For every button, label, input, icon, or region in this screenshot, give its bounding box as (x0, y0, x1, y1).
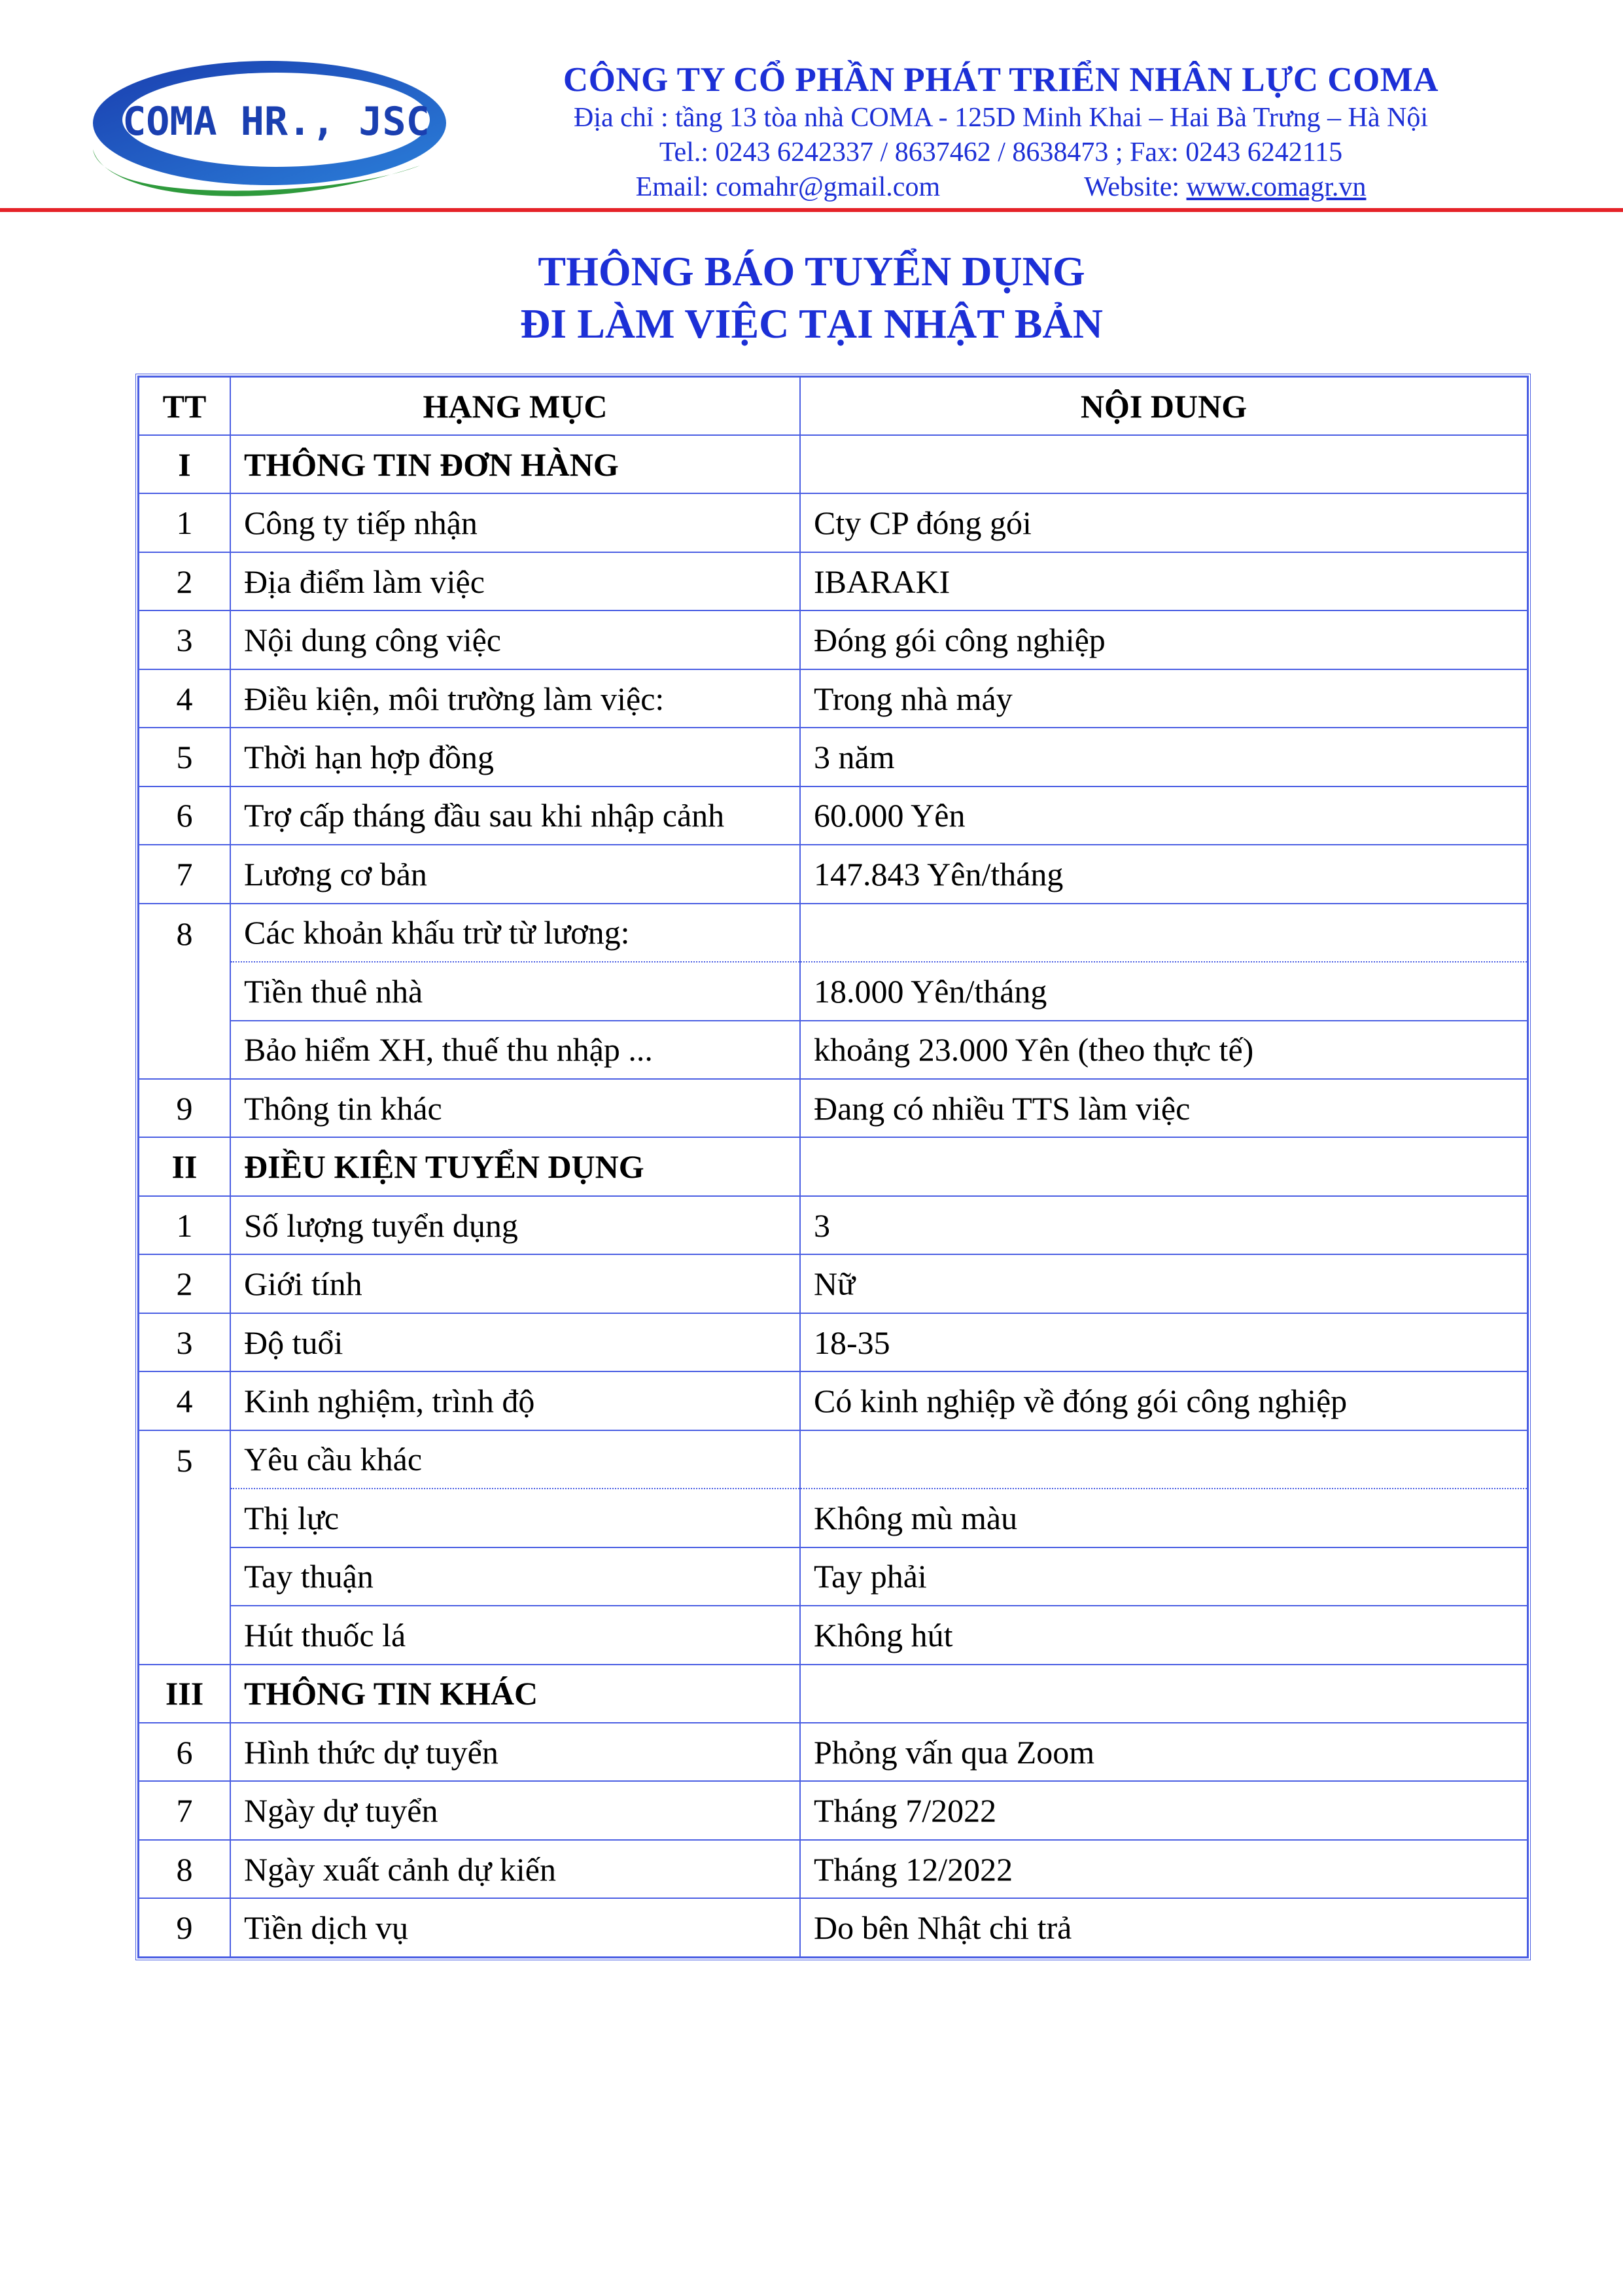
row-number: 3 (139, 1313, 230, 1371)
table-row (139, 1313, 1527, 1371)
table-row (139, 1254, 1527, 1313)
row-value: 18-35 (800, 1313, 1527, 1371)
table-row (139, 1781, 1527, 1839)
row-value: Tháng 12/2022 (800, 1840, 1527, 1898)
company-phone: Tel.: 0243 6242337 / 8637462 / 8638473 ; Fax: 0243 6242115 (659, 137, 1343, 168)
row-value (800, 1430, 1527, 1489)
table-row (139, 1371, 1527, 1430)
website-link[interactable]: www.comagr.vn (1186, 172, 1367, 202)
table-body (139, 435, 1527, 1957)
document-title (0, 245, 1623, 350)
row-number: 1 (139, 493, 230, 552)
subrow-value: Tay phải (800, 1547, 1527, 1606)
row-value: IBARAKI (800, 552, 1527, 610)
table-row (139, 1723, 1527, 1781)
header-divider (0, 208, 1623, 212)
row-item: Giới tính (230, 1254, 800, 1313)
section-row (139, 435, 1527, 493)
company-address: Địa chỉ : tầng 13 tòa nhà COMA - 125D Minh Khai – Hai Bà Trưng – Hà Nội (574, 103, 1428, 133)
section-title: THÔNG TIN KHÁC (230, 1665, 800, 1723)
row-value: Đóng gói công nghiệp (800, 610, 1527, 669)
section-title: ĐIỀU KIỆN TUYỂN DỤNG (230, 1137, 800, 1195)
row-value: 147.843 Yên/tháng (800, 845, 1527, 903)
subrow-value: Không hút (800, 1606, 1527, 1664)
row-value: Nữ (800, 1254, 1527, 1313)
subrow-item: Thị lực (230, 1489, 800, 1547)
table-row (139, 493, 1527, 552)
table-row (139, 1079, 1527, 1137)
row-value: Cty CP đóng gói (800, 493, 1527, 552)
table-row (139, 1430, 1527, 1489)
table-row (139, 728, 1527, 786)
row-value: Đang có nhiều TTS làm việc (800, 1079, 1527, 1137)
row-number: 6 (139, 1723, 230, 1781)
row-item: Yêu cầu khác (230, 1430, 800, 1489)
row-item: Ngày xuất cảnh dự kiến (230, 1840, 800, 1898)
table-row (139, 669, 1527, 728)
subrow-value: khoảng 23.000 Yên (theo thực tế) (800, 1021, 1527, 1079)
row-number: 6 (139, 786, 230, 845)
company-logo (80, 51, 461, 203)
header-item: HẠNG MỤC (230, 377, 800, 435)
row-item: Kinh nghiệm, trình độ (230, 1371, 800, 1430)
row-item: Ngày dự tuyển (230, 1781, 800, 1839)
row-number: 2 (139, 552, 230, 610)
section-row (139, 1137, 1527, 1195)
row-number: 7 (139, 845, 230, 903)
row-value (800, 904, 1527, 962)
section-empty-cell (800, 1137, 1527, 1195)
row-number: 8 (139, 904, 230, 1079)
row-item: Các khoản khấu trừ từ lương: (230, 904, 800, 962)
row-item: Thời hạn hợp đồng (230, 728, 800, 786)
section-number: I (139, 435, 230, 493)
row-value: 3 (800, 1196, 1527, 1254)
row-number: 5 (139, 1430, 230, 1665)
company-name: CÔNG TY CỔ PHẦN PHÁT TRIỂN NHÂN LỰC COMA (563, 61, 1439, 99)
table-row (139, 1840, 1527, 1898)
row-value: Tháng 7/2022 (800, 1781, 1527, 1839)
subrow-item: Tay thuận (230, 1547, 800, 1606)
row-item: Nội dung công việc (230, 610, 800, 669)
subrow-item: Bảo hiểm XH, thuế thu nhập ... (230, 1021, 800, 1079)
row-value: 60.000 Yên (800, 786, 1527, 845)
table-subrow (139, 1547, 1527, 1606)
logo-text: COMA HR., JSC (122, 99, 430, 145)
row-item: Độ tuổi (230, 1313, 800, 1371)
company-website (1084, 170, 1366, 205)
section-row (139, 1665, 1527, 1723)
table-row (139, 1898, 1527, 1957)
recruitment-table (135, 374, 1531, 1960)
table-row (139, 786, 1527, 845)
title-line-1: THÔNG BÁO TUYỂN DỤNG (538, 248, 1085, 294)
section-empty-cell (800, 1665, 1527, 1723)
row-item: Hình thức dự tuyển (230, 1723, 800, 1781)
table-subrow (139, 1489, 1527, 1547)
table-row (139, 1196, 1527, 1254)
row-value: Có kinh nghiệp về đóng gói công nghiệp (800, 1371, 1527, 1430)
row-item: Công ty tiếp nhận (230, 493, 800, 552)
row-number: 9 (139, 1898, 230, 1957)
row-number: 4 (139, 1371, 230, 1430)
header-tt: TT (139, 377, 230, 435)
subrow-value: Không mù màu (800, 1489, 1527, 1547)
table-header-row (139, 377, 1527, 435)
row-number: 5 (139, 728, 230, 786)
table-row (139, 610, 1527, 669)
row-number: 2 (139, 1254, 230, 1313)
section-title: THÔNG TIN ĐƠN HÀNG (230, 435, 800, 493)
company-email: Email: comahr@gmail.com (635, 172, 941, 202)
row-item: Địa điểm làm việc (230, 552, 800, 610)
row-number: 1 (139, 1196, 230, 1254)
header-content: NỘI DUNG (800, 377, 1527, 435)
table-row (139, 552, 1527, 610)
row-item: Tiền dịch vụ (230, 1898, 800, 1957)
row-number: 7 (139, 1781, 230, 1839)
row-value: Trong nhà máy (800, 669, 1527, 728)
subrow-value: 18.000 Yên/tháng (800, 962, 1527, 1020)
table-subrow (139, 962, 1527, 1020)
row-item: Điều kiện, môi trường làm việc: (230, 669, 800, 728)
row-value: 3 năm (800, 728, 1527, 786)
title-line-2: ĐI LÀM VIỆC TẠI NHẬT BẢN (520, 300, 1103, 347)
subrow-item: Tiền thuê nhà (230, 962, 800, 1020)
company-info (478, 59, 1524, 205)
section-number: II (139, 1137, 230, 1195)
company-contact (478, 170, 1524, 205)
row-item: Trợ cấp tháng đầu sau khi nhập cảnh (230, 786, 800, 845)
section-empty-cell (800, 435, 1527, 493)
table-subrow (139, 1021, 1527, 1079)
table-row (139, 845, 1527, 903)
row-number: 8 (139, 1840, 230, 1898)
row-value: Phỏng vấn qua Zoom (800, 1723, 1527, 1781)
row-number: 4 (139, 669, 230, 728)
row-number: 9 (139, 1079, 230, 1137)
table-subrow (139, 1606, 1527, 1664)
row-item: Thông tin khác (230, 1079, 800, 1137)
row-value: Do bên Nhật chi trả (800, 1898, 1527, 1957)
subrow-item: Hút thuốc lá (230, 1606, 800, 1664)
row-number: 3 (139, 610, 230, 669)
website-label: Website: (1084, 172, 1187, 202)
section-number: III (139, 1665, 230, 1723)
table-row (139, 904, 1527, 962)
row-item: Lương cơ bản (230, 845, 800, 903)
row-item: Số lượng tuyển dụng (230, 1196, 800, 1254)
